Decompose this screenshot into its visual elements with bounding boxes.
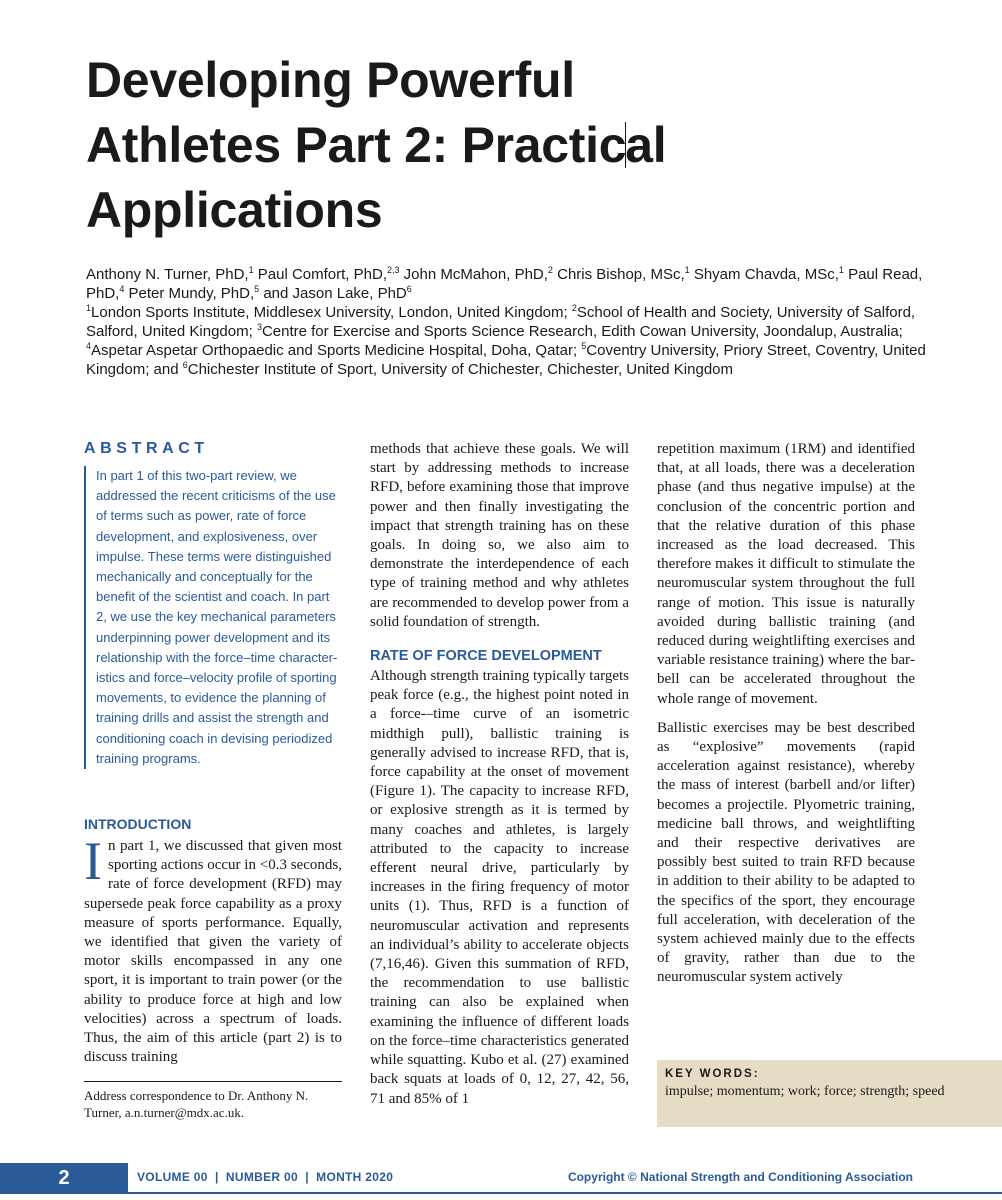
affiliation-text: Centre for Exercise and Sports Science Research, Edith Cowan University, Joondalup, Australia;: [261, 323, 903, 340]
author-name: Chris Bishop, MSc,: [552, 266, 685, 283]
affiliation-number: 1: [86, 303, 92, 313]
affiliation-text: Aspetar Aspetar Orthopaedic and Sports Medicine Hospital, Doha, Qatar;: [91, 342, 582, 359]
author-affiliation-mark: 4: [119, 284, 125, 294]
rfd-paragraph-continued: repetition maximum (1RM) and identified that, at all loads, there was a deceleration phase (and thus negative impulse) at the conclusion of the concentric portion and that the relative duration of this phase increased as the load decreased. This therefore makes it difficult to stimulate the neuromuscular system throughout the full range of motion. This issue is naturally avoided during ballistic training (and reduced during weightlifting exercises and variable resistance training) where the barbell can be accelerated throughout the whole range of movement.: [657, 441, 915, 707]
introduction-heading: INTRODUCTION: [84, 816, 192, 833]
affiliation-text: Chichester Institute of Sport, University of Chichester, Chichester, United Kingdom: [187, 361, 734, 378]
author-name: Peter Mundy, PhD,: [124, 285, 255, 302]
affiliations: [86, 303, 946, 379]
rfd-heading: RATE OF FORCE DEVELOPMENT: [370, 648, 602, 665]
introduction-paragraph: [84, 831, 342, 1067]
introduction-continued: methods that achieve these goals. We will start by addressing methods to increase RFD, before examining those that improve power and then finally investigating the impact that strength training has on these goals. In doing so, we also aim to demonstrate the interdependence of each type of training method and why athletes are recommended to develop power from a solid foundation of strength.: [370, 441, 629, 630]
page-number-box: [0, 1163, 128, 1194]
page-number: 2: [58, 1167, 70, 1189]
author-affiliation-mark: 1: [838, 265, 844, 275]
affiliation-number: 5: [581, 341, 587, 351]
author-name: Paul Read, PhD,: [86, 266, 923, 302]
author-name: and Jason Lake, PhD: [259, 285, 407, 302]
author-affiliation-mark: 2,3: [387, 265, 400, 275]
column-right: [657, 440, 915, 988]
author-affiliation-mark: 1: [684, 265, 690, 275]
author-name: Shyam Chavda, MSc,: [689, 266, 839, 283]
title-line-2-b: al: [625, 117, 667, 173]
keywords-box: [657, 1060, 1002, 1127]
footer-rule: [0, 1192, 1002, 1194]
affiliation-text: Coventry University, Priory Street, Coventry, United Kingdom; and: [86, 342, 926, 378]
title-line-2-a: Athletes Part 2: Practic: [86, 117, 627, 173]
title-line-2: [86, 117, 666, 173]
author-block: [86, 265, 946, 379]
title-line-1: Developing Powerful: [86, 52, 575, 108]
footnote-divider: [84, 1081, 342, 1082]
author-name: Anthony N. Turner, PhD,: [86, 266, 249, 283]
rfd-paragraph: Although strength training typically targets peak force (e.g., the highest point noted in a force-–time curve of an isometric midthigh pull), ballistic training is generally advised to increase RFD, that is, force capability at the onset of movement (Figure 1). The capacity to increase RFD, or explosive strength as it is termed by many coaches and athletes, is largely attributed to the capacity to increase efferent neural drive, particularly by increases in the firing frequency of motor units (1). Thus, RFD is a function of neuromuscular activation and represents an individual’s ability to accelerate objects (7,16,46). Given this summation of RFD, the recommendation to use ballistic training can also be explained when examining the influence of different loads on the force–time characteristics generated while squatting. Kubo et al. (27) examined back squats at loads of 0, 12, 27, 42, 56, 71 and 85% of 1: [370, 668, 629, 1107]
author-names: [86, 265, 946, 303]
column-middle: [370, 440, 629, 1109]
author-affiliation-mark: 2: [547, 265, 553, 275]
affiliation-number: 6: [182, 360, 188, 370]
abstract-heading: ABSTRACT: [84, 440, 209, 457]
author-affiliation-mark: 6: [406, 284, 412, 294]
column-left: [84, 440, 342, 1121]
article-title: [86, 48, 966, 243]
drop-cap: I: [84, 831, 102, 892]
title-line-3: Applications: [86, 182, 383, 238]
affiliation-text: London Sports Institute, Middlesex University, London, United Kingdom;: [91, 304, 572, 321]
keywords-list: impulse; momentum; work; force; strength; speed: [665, 1084, 945, 1099]
copyright-notice: Copyright © National Strength and Conditioning Association: [567, 1170, 913, 1184]
affiliation-number: 2: [571, 303, 577, 313]
author-name: Paul Comfort, PhD,: [253, 266, 387, 283]
keywords-heading: KEY WORDS:: [665, 1068, 760, 1080]
introduction-text: n part 1, we discussed that given most sporting actions occur in <0.3 seconds, rate of force development (RFD) may supersede peak force capability as a proxy measure of sports performance. Equally, we identified that given the variety of motor skills encompassed in any one sport, it is important to train power (or the ability to produce force at high and low velocities) across a spectrum of loads. Thus, the aim of this article (part 2) is to discuss training: [84, 838, 342, 1066]
abstract-box: [84, 466, 342, 769]
author-name: John McMahon, PhD,: [399, 266, 548, 283]
journal-issue-info: VOLUME 00 | NUMBER 00 | MONTH 2020: [137, 1170, 394, 1184]
abstract-text: In part 1 of this two-part review, we addressed the recent criticisms of the use of terms such as power, rate of force development, and explosiveness, over impulse. These terms were distinguished mechanically and conceptually for the benefit of the scientist and coach. In part 2, we use the key mechanical parameters underpinning power development and its relationship with the force–time characteristics and force–velocity profile of sporting movements, to evidence the planning of training drills and assist the strength and conditioning coach in devising periodized training programs.: [96, 468, 338, 766]
author-affiliation-mark: 5: [254, 284, 260, 294]
author-affiliation-mark: 1: [248, 265, 254, 275]
affiliation-number: 3: [256, 322, 262, 332]
affiliation-number: 4: [86, 341, 92, 351]
correspondence-footnote: Address correspondence to Dr. Anthony N. Turner, a.n.turner@mdx.ac.uk.: [84, 1088, 309, 1120]
ballistic-paragraph: Ballistic exercises may be best described as “explosive” movements (rapid acceleration against resistance), whereby the mass of interest (barbell and/or lifter) becomes a projectile. Plyometric training, medicine ball throws, and weightlifting and their respective derivatives are possibly best suited to train RFD because in addition to their ability to be adapted to the specifics of the sport, they encourage full acceleration, with deceleration of the system achieved mainly due to the effects of gravity, rather than due to the neuromuscular system actively: [657, 719, 915, 986]
affiliation-text: School of Health and Society, University of Salford, Salford, United Kingdom;: [86, 304, 916, 340]
